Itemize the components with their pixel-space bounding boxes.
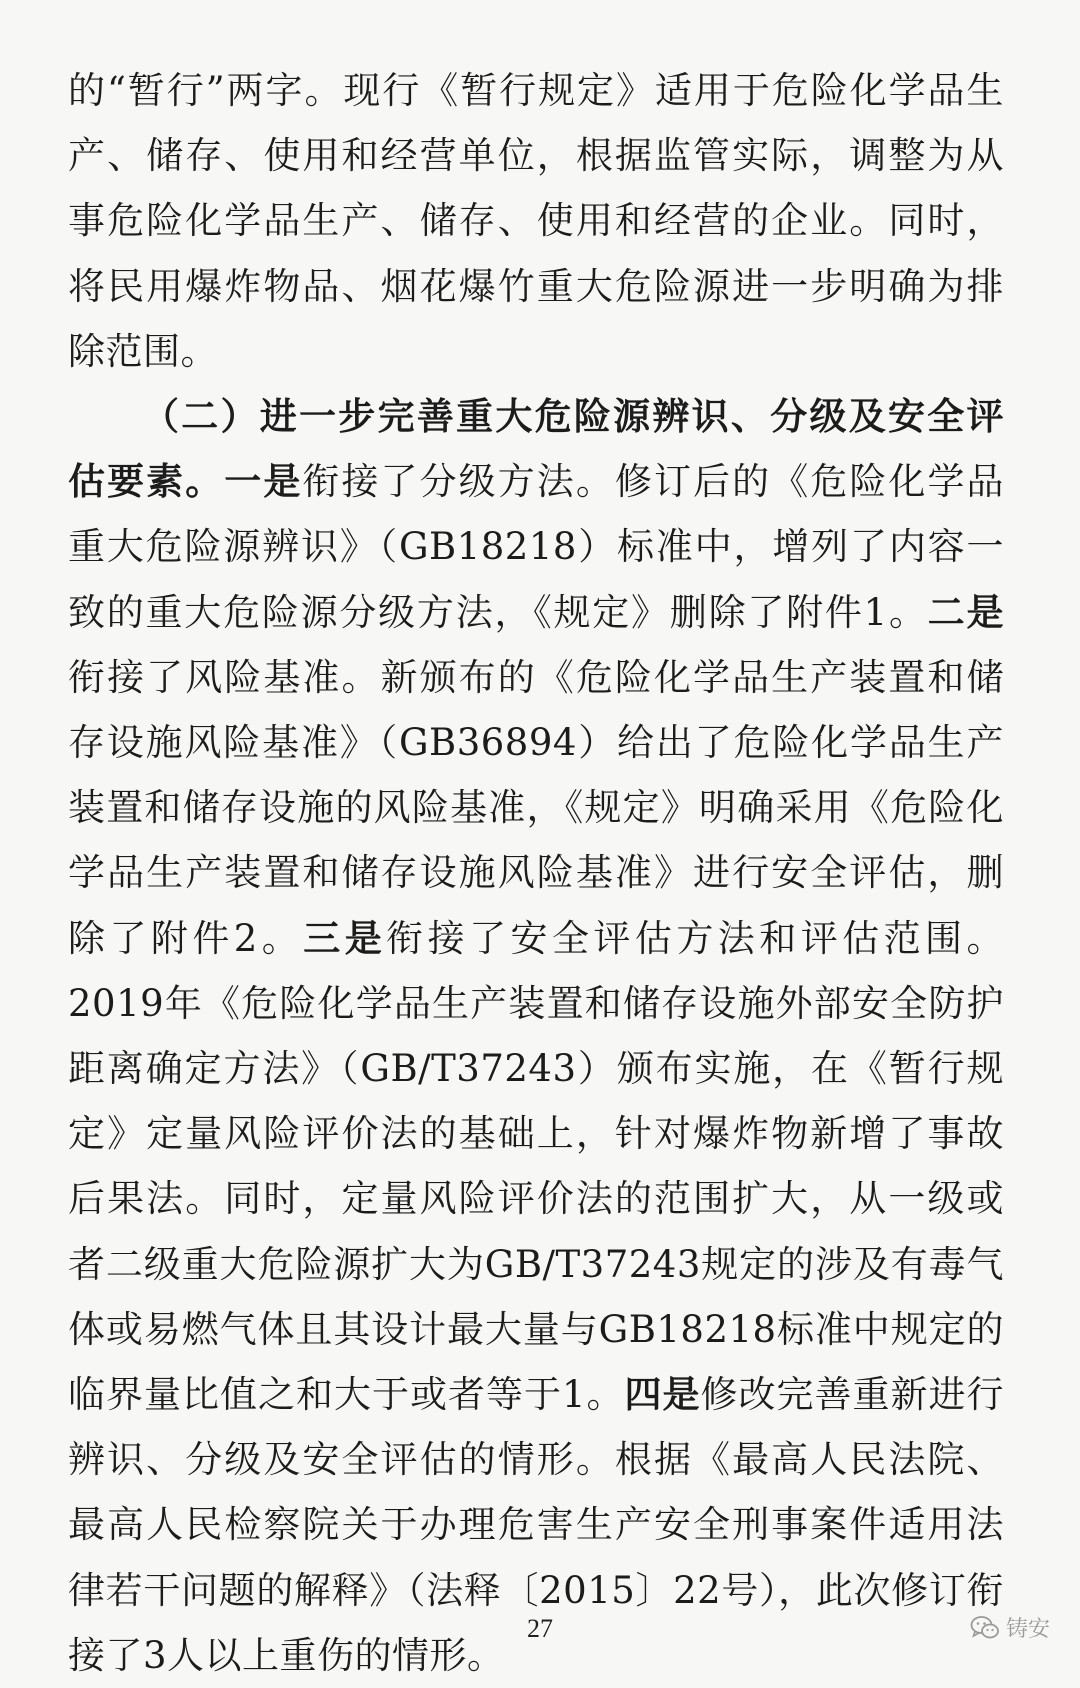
paragraph-elements [68,384,1004,1688]
page-number: 27 [527,1614,553,1643]
section-heading: （二）进一步完善重大危险源辨识、分级及安全评估要素。 [68,394,1004,504]
point-3-label: 三是 [303,915,387,960]
point-1-text: 衔接了分级方法。修订后的《危险化学品重大危险源辨识》（GB18218）标准中，增列了内容一致的重大危险源分级方法，《规定》删除了附件1。 [68,460,1005,634]
watermark [970,1612,1050,1643]
paragraph-scope-text: 的“暂行”两字。现行《暂行规定》适用于危险化学品生产、储存、使用和经营单位，根据监管实际，调整为从事危险化学品生产、储存、使用和经营的企业。同时，将民用爆炸物品、烟花爆竹重大危险源进一步明确为排除范围。 [68,69,1004,373]
point-4-label: 四是 [624,1372,701,1417]
document-body [68,58,1004,1688]
point-1-label: 一是 [224,459,303,504]
point-2-label: 二是 [927,589,1005,634]
wechat-icon [970,1615,1000,1641]
point-2-text: 衔接了风险基准。新颁布的《危险化学品生产装置和储存设施风险基准》（GB36894）给出了危险化学品生产装置和储存设施的风险基准，《规定》明确采用《危险化学品生产装置和储存设施风险基准》进行安全评估，删除了附件2。 [68,655,1004,960]
paragraph-scope [68,58,1004,384]
point-3-text: 衔接了安全评估方法和评估范围。2019年《危险化学品生产装置和储存设施外部安全防护距离确定方法》（GB/T37243）颁布实施，在《暂行规定》定量风险评价法的基础上，针对爆炸物新增了事故后果法。同时，定量风险评价法的范围扩大，从一级或者二级重大危险源扩大为GB/T37243规定的涉及有毒气体或易燃气体且其设计最大量与GB18218标准中规定的临界量比值之和大于或者等于1。 [68,916,1005,1417]
point-4-text: 修改完善重新进行辨识、分级及安全评估的情形。根据《最高人民法院、最高人民检察院关于办理危害生产安全刑事案件适用法律若干问题的解释》（法释〔2015〕22号），此次修订衔接了3人以上重伤的情形。 [68,1373,1005,1677]
watermark-text: 铸安 [1005,1617,1050,1642]
